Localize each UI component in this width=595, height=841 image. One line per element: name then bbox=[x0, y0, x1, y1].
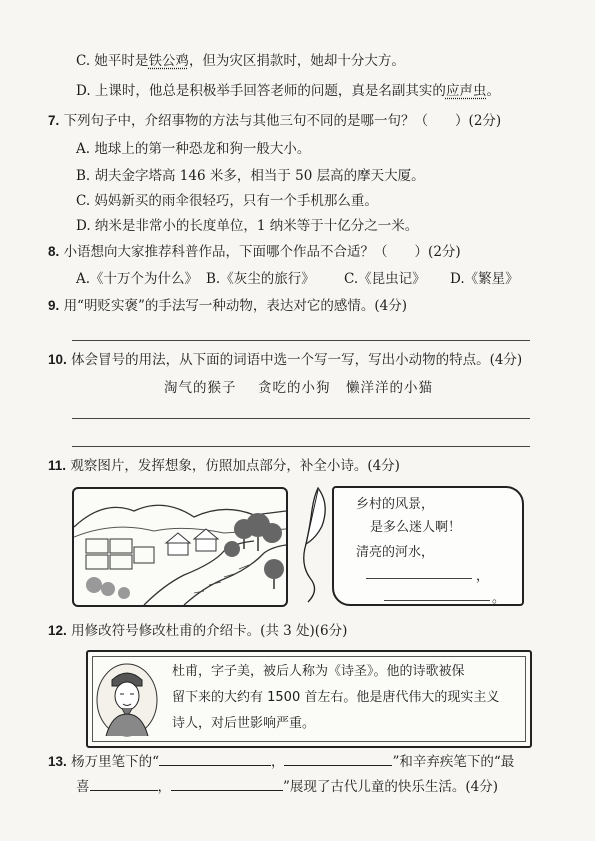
poem-line-5-end: 。 bbox=[492, 591, 506, 606]
q11-stem-text: 观察图片，发挥想象，仿照加点部分，补全小诗。(4分) bbox=[70, 458, 400, 474]
q6-d-dotted-word: 应声虫 bbox=[445, 83, 487, 99]
q8-option-c: C.《昆虫记》 bbox=[344, 271, 426, 287]
q13-text-1: 杨万里笔下的“ bbox=[71, 754, 159, 770]
q7-option-b: B. 胡夫金字塔高 146 米多，相当于 50 层高的摩天大厦。 bbox=[76, 168, 425, 184]
q7-option-a: A. 地球上的第一种恐龙和狗一般大小。 bbox=[76, 141, 311, 157]
q6-c-text-end: ，但为灾区捐款时，她却十分大方。 bbox=[188, 53, 405, 69]
q7-stem bbox=[48, 112, 501, 130]
quill-pen-icon bbox=[292, 486, 332, 604]
q13-blank-1[interactable] bbox=[159, 751, 271, 766]
card-line-1: 杜甫，字子美，被后人称为《诗圣》。他的诗歌被保 bbox=[172, 664, 465, 679]
q13-text-4: 喜 bbox=[76, 779, 90, 795]
du-fu-portrait bbox=[92, 656, 162, 740]
q12-stem bbox=[48, 622, 347, 640]
q10-word-3: 懒洋洋的小猫 bbox=[346, 380, 433, 396]
village-landscape-illustration bbox=[72, 487, 288, 607]
q8-option-a: A.《十万个为什么》 bbox=[76, 271, 199, 287]
q10-word-2: 贪吃的小狗 bbox=[258, 380, 331, 396]
q6-option-c bbox=[76, 52, 405, 70]
q13-line-2 bbox=[76, 776, 498, 796]
q9-answer-line[interactable] bbox=[72, 340, 530, 341]
q13-text-6: ”展现了古代儿童的快乐生活。(4分) bbox=[283, 779, 499, 795]
q8-stem bbox=[48, 243, 461, 261]
q10-answer-line-1[interactable] bbox=[72, 418, 530, 419]
q7-stem-text: 下列句子中，介绍事物的方法与其他三句不同的是哪一句？（ ）(2分) bbox=[63, 113, 502, 129]
q6-option-d bbox=[76, 82, 500, 100]
q6-d-text: D. 上课时，他总是积极举手回答老师的问题，真是名副其实的 bbox=[76, 83, 446, 99]
q8-option-b: B.《灰尘的旅行》 bbox=[206, 271, 315, 287]
q13-number: 13. bbox=[48, 754, 67, 769]
q13-text-2: ， bbox=[270, 754, 285, 770]
q8-option-d: D.《繁星》 bbox=[450, 271, 519, 287]
q13-text-3: ”和辛弃疾笔下的“最 bbox=[392, 754, 515, 770]
q6-d-text-end: 。 bbox=[486, 83, 500, 99]
poem-blank-2[interactable] bbox=[384, 600, 490, 601]
poem-line-4-end: ， bbox=[476, 569, 490, 584]
q7-option-c: C. 妈妈新买的雨伞很轻巧，只有一个手机那么重。 bbox=[76, 193, 378, 209]
q13-blank-2[interactable] bbox=[284, 751, 392, 766]
poem-line-3: 清亮的河水， bbox=[356, 545, 435, 560]
q10-number: 10. bbox=[48, 352, 67, 367]
q13-blank-3[interactable] bbox=[90, 776, 158, 791]
q11-stem bbox=[48, 457, 400, 475]
q12-stem-text: 用修改符号修改杜甫的介绍卡。(共 3 处)(6分) bbox=[71, 623, 348, 639]
q8-stem-text: 小语想向大家推荐科普作品，下面哪个作品不合适？（ ）(2分) bbox=[63, 244, 461, 260]
q7-option-d: D. 纳米是非常小的长度单位，1 纳米等于十亿分之一米。 bbox=[76, 218, 419, 234]
q9-stem bbox=[48, 297, 407, 315]
q6-c-dotted-word: 铁公鸡 bbox=[148, 53, 189, 69]
q12-number: 12. bbox=[48, 623, 67, 638]
q13-text-5: ， bbox=[157, 779, 171, 795]
q10-stem-text: 体会冒号的用法，从下面的词语中选一个写一写，写出小动物的特点。(4分) bbox=[71, 352, 523, 368]
q10-stem bbox=[48, 351, 522, 369]
q6-c-text: C. 她平时是 bbox=[76, 53, 149, 69]
q9-number: 9. bbox=[48, 298, 60, 313]
q8-number: 8. bbox=[48, 244, 60, 259]
q13-blank-4[interactable] bbox=[171, 776, 283, 791]
q7-number: 7. bbox=[48, 113, 60, 128]
q10-answer-line-2[interactable] bbox=[72, 446, 530, 447]
q10-word-1: 淘气的猴子 bbox=[164, 380, 237, 396]
poem-line-1: 乡村的风景， bbox=[356, 497, 435, 512]
q13-line-1 bbox=[48, 751, 514, 771]
card-line-3: 诗人，对后世影响严重。 bbox=[172, 716, 316, 731]
poem-line-2: 是多么迷人啊！ bbox=[370, 520, 462, 535]
poem-blank-1[interactable] bbox=[366, 578, 472, 579]
landscape-drawing bbox=[74, 489, 286, 605]
q9-stem-text: 用“明贬实褒”的手法写一种动物，表达对它的感情。(4分) bbox=[63, 298, 407, 314]
card-line-2: 留下来的大约有 1500 首左右。他是唐代伟大的现实主义 bbox=[172, 690, 500, 705]
q11-number: 11. bbox=[48, 458, 67, 473]
